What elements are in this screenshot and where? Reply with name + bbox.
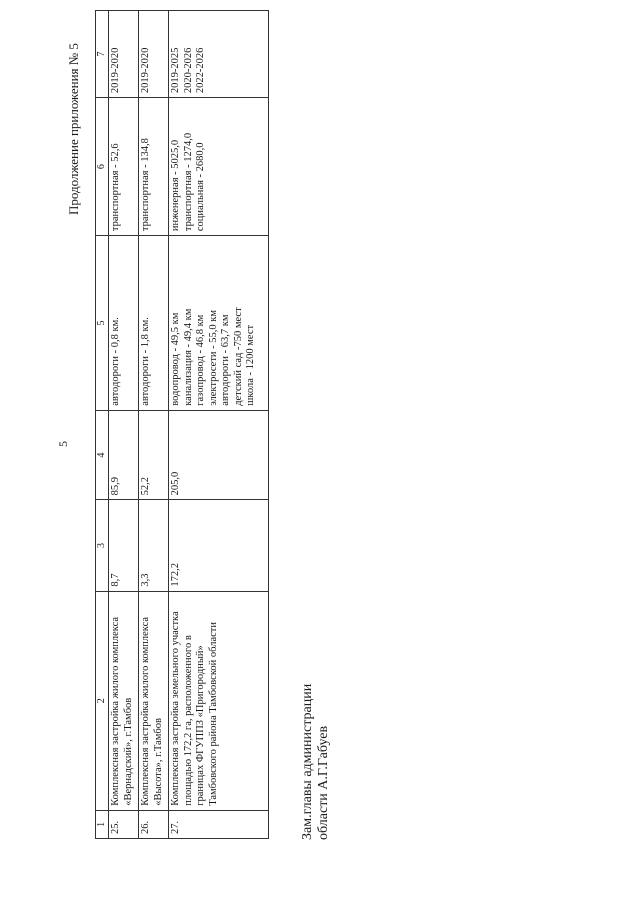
period-value: 2019-2020 xyxy=(139,11,169,98)
infrastructure-value: водопровод - 49,5 км канализация - 49,4 км газопровод - 46,8 км электросети - 55,0 км автодороги - 63,7 км детский сад -750 мест школа - 1200 мест xyxy=(169,236,269,411)
table-row xyxy=(109,11,139,839)
table-row xyxy=(169,11,269,839)
column-number: 1 xyxy=(96,810,109,838)
project-name: Комплексная застройка земельного участка площадью 172,2 га, расположенного в границах ФГУППЗ «Пригородный» Тамбовского района Тамбовской области xyxy=(169,591,269,810)
column-number-row xyxy=(96,11,109,839)
continuation-title: Продолжение приложения № 5 xyxy=(66,43,81,215)
period-value: 2019-2020 xyxy=(109,11,139,98)
period-value: 2019-2025 2020-2026 2022-2026 xyxy=(169,11,269,98)
row-number: 26. xyxy=(139,810,169,838)
column-number: 6 xyxy=(96,98,109,236)
page-number: 5 xyxy=(56,441,70,447)
cost-value: транспортная - 52,6 xyxy=(109,98,139,236)
area-value: 172,2 xyxy=(169,500,269,591)
project-name: Комплексная застройка жилого комплекса «Высота», г.Тамбов xyxy=(139,591,169,810)
volume-value: 205,0 xyxy=(169,410,269,500)
row-number: 27. xyxy=(169,810,269,838)
data-table xyxy=(95,10,269,839)
cost-value: транспортная - 134,8 xyxy=(139,98,169,236)
volume-value: 85,9 xyxy=(109,410,139,500)
volume-value: 52,2 xyxy=(139,410,169,500)
column-number: 2 xyxy=(96,591,109,810)
project-name: Комплексная застройка жилого комплекса «Вернадский», г.Тамбов xyxy=(109,591,139,810)
column-number: 5 xyxy=(96,236,109,411)
column-number: 4 xyxy=(96,410,109,500)
signature-name: области А.Г.Габуев xyxy=(316,725,331,840)
row-number: 25. xyxy=(109,810,139,838)
infrastructure-value: автодороги - 1,8 км. xyxy=(139,236,169,411)
signature-block xyxy=(300,684,332,840)
cost-value: инженерная - 5025,0 транспортная - 1274,0 социальная - 2680,0 xyxy=(169,98,269,236)
column-number: 7 xyxy=(96,11,109,98)
area-value: 3,3 xyxy=(139,500,169,591)
infrastructure-value: автодороги - 0,8 км. xyxy=(109,236,139,411)
signature-position: Зам.главы администрации xyxy=(300,683,315,840)
area-value: 8,7 xyxy=(109,500,139,591)
table-row xyxy=(139,11,169,839)
column-number: 3 xyxy=(96,500,109,591)
